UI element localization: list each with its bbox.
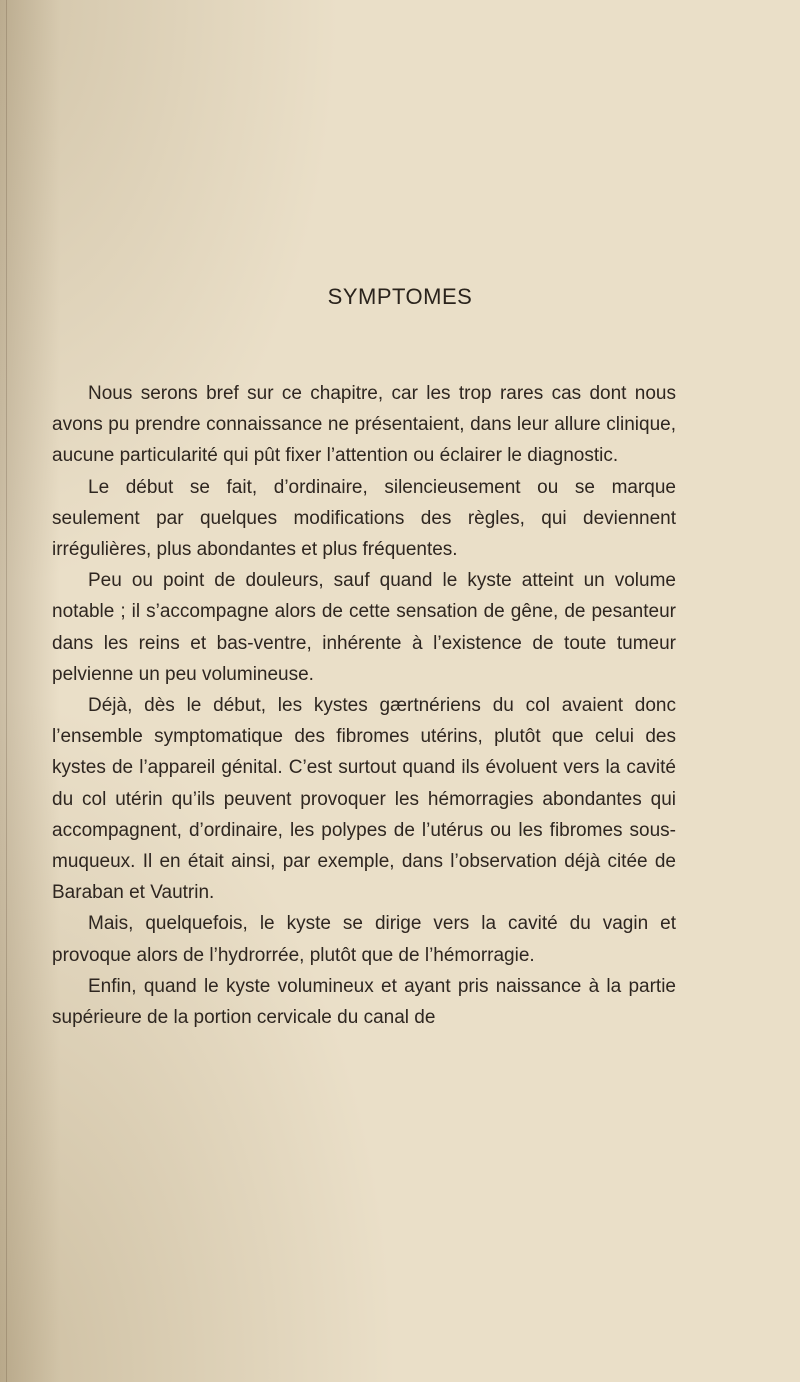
paragraph-1: Nous serons bref sur ce chapitre, car les trop rares cas dont nous avons pu prendre connaissance ne présentaient, dans leur allure clinique, aucune particularité qui pût fixer l’attention ou éclairer le diagnostic. (52, 383, 676, 467)
paragraph-4: Déjà, dès le début, les kystes gærtnériens du col avaient donc l’ensemble symptomatique des fibromes utérins, plutôt que celui des kystes de l’appareil génital. C’est surtout quand ils évoluent vers la cavité du col utérin qu’ils peuvent provoquer les hémorragies abondantes qui accompagnent, d’ordinaire, les polypes de l’utérus ou les fibromes sous-muqueux. Il en était ainsi, par exemple, dans l’observation déjà citée de Baraban et Vautrin. (52, 695, 676, 904)
paragraph-5: Mais, quelquefois, le kyste se dirige vers la cavité du vagin et provoque alors de l’hydrorrée, plutôt que de l’hémorragie. (52, 913, 676, 966)
paragraph-3: Peu ou point de douleurs, sauf quand le kyste atteint un volume notable ; il s’accompagne alors de cette sensation de gêne, de pesanteur dans les reins et bas-ventre, inhérente à l’existence de toute tumeur pelvienne un peu volumineuse. (52, 570, 676, 685)
paragraph-2: Le début se fait, d’ordinaire, silencieusement ou se marque seulement par quelques modifications des règles, qui deviennent irrégulières, plus abondantes et plus fréquentes. (52, 476, 676, 561)
chapter-title: SYMPTOMES (327, 284, 473, 309)
page-edge-shadow (6, 0, 7, 1382)
body-text (52, 378, 676, 1033)
paragraph-6: Enfin, quand le kyste volumineux et ayant pris naissance à la partie supérieure de la portion cervicale du canal de (52, 975, 676, 1029)
